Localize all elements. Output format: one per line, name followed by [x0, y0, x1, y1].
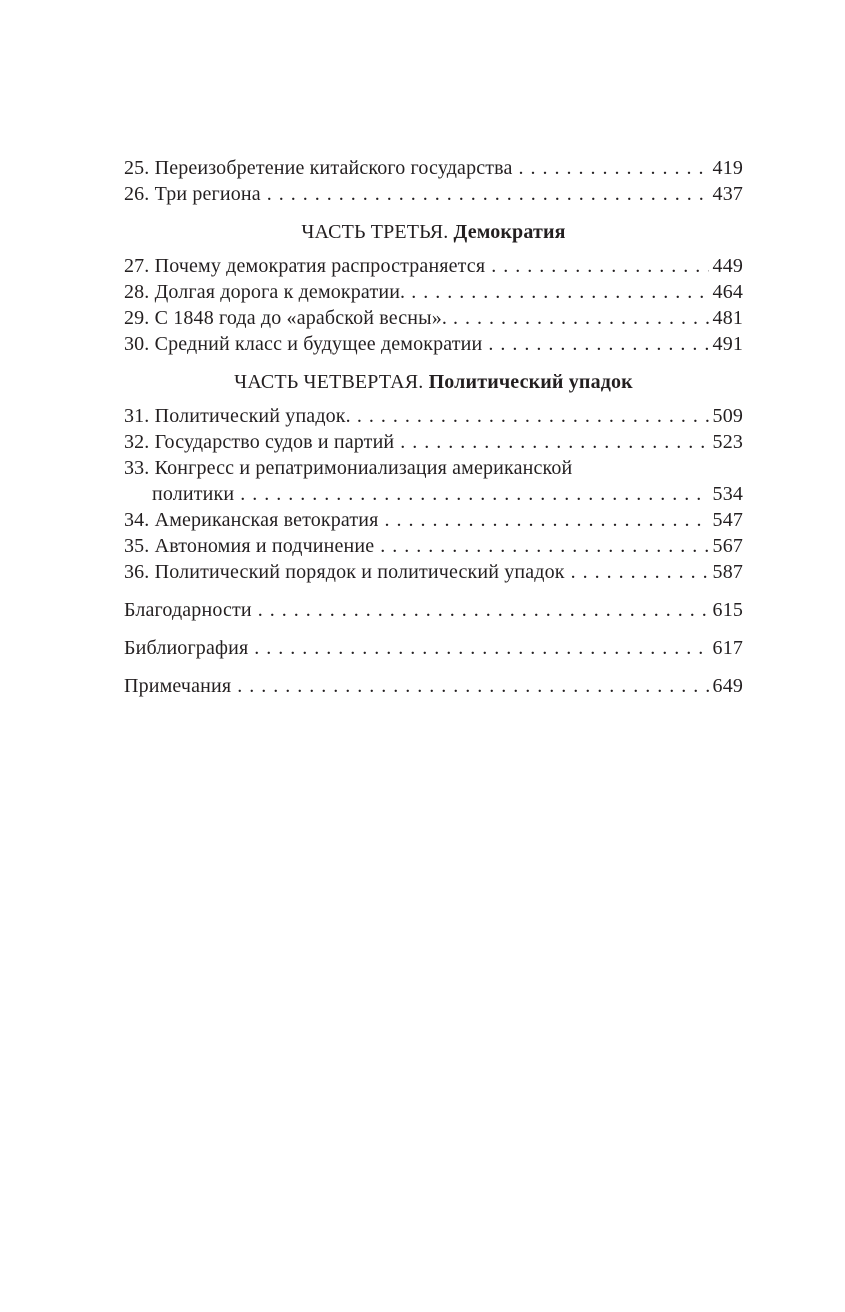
toc-page-number: 615 — [712, 599, 743, 621]
toc-entry-title: 27. Почему демократия распространяется — [124, 255, 486, 277]
dot-leader — [411, 279, 708, 305]
toc-page-number: 534 — [712, 483, 743, 505]
toc-entry-33[interactable] — [124, 455, 743, 507]
dot-leader — [519, 155, 709, 181]
dot-leader — [400, 429, 708, 455]
toc-entry-title: 34. Американская ветократия — [124, 509, 379, 531]
dot-leader — [254, 635, 708, 661]
dot-leader — [385, 507, 709, 533]
toc-page-number: 649 — [712, 675, 743, 697]
table-of-contents — [124, 155, 743, 699]
part-four-heading — [124, 369, 743, 395]
toc-entry-title: 33. Конгресс и репатримониализация американской — [124, 457, 573, 479]
part-name: Демократия — [453, 221, 566, 243]
toc-page-number: 509 — [712, 405, 743, 427]
toc-entry-title-continued: политики — [152, 483, 235, 505]
toc-entry-29[interactable] — [124, 305, 743, 331]
toc-entry-title: 31. Политический упадок. — [124, 405, 351, 427]
part-label: ЧАСТЬ ТРЕТЬЯ. — [301, 221, 449, 243]
dot-leader — [357, 403, 709, 429]
toc-entry-title: Примечания — [124, 675, 232, 697]
dot-leader — [267, 181, 709, 207]
toc-entry-32[interactable] — [124, 429, 743, 455]
dot-leader — [240, 481, 708, 507]
toc-entry-25[interactable] — [124, 155, 743, 181]
toc-entry-36[interactable] — [124, 559, 743, 585]
toc-entry-28[interactable] — [124, 279, 743, 305]
toc-entry-title: 28. Долгая дорога к демократии. — [124, 281, 406, 303]
toc-entry-title: 35. Автономия и подчинение — [124, 535, 375, 557]
part-label: ЧАСТЬ ЧЕТВЕРТАЯ. — [234, 371, 424, 393]
toc-entry-bibliography[interactable] — [124, 635, 743, 661]
toc-entry-title: 32. Государство судов и партий — [124, 431, 395, 453]
toc-page-number: 419 — [712, 157, 743, 179]
dot-leader — [491, 253, 708, 279]
toc-entry-title: 29. С 1848 года до «арабской весны». — [124, 307, 448, 329]
toc-entry-26[interactable] — [124, 181, 743, 207]
toc-page-number: 617 — [712, 637, 743, 659]
toc-entry-acknowledgements[interactable] — [124, 597, 743, 623]
dot-leader — [488, 331, 708, 357]
part-name: Политический упадок — [428, 371, 633, 393]
dot-leader — [453, 305, 709, 331]
toc-entry-title: Благодарности — [124, 599, 252, 621]
toc-entry-34[interactable] — [124, 507, 743, 533]
toc-entry-31[interactable] — [124, 403, 743, 429]
toc-page-number: 437 — [712, 183, 743, 205]
toc-entry-title: 26. Три региона — [124, 183, 261, 205]
toc-entry-30[interactable] — [124, 331, 743, 357]
dot-leader — [380, 533, 708, 559]
toc-entry-title: 25. Переизобретение китайского государства — [124, 157, 513, 179]
toc-entry-35[interactable] — [124, 533, 743, 559]
toc-page-number: 491 — [712, 333, 743, 355]
toc-page-number: 464 — [712, 281, 743, 303]
toc-entry-title: 30. Средний класс и будущее демократии — [124, 333, 483, 355]
toc-page-number: 567 — [712, 535, 743, 557]
toc-entry-title: Библиография — [124, 637, 249, 659]
dot-leader — [571, 559, 709, 585]
toc-entry-27[interactable] — [124, 253, 743, 279]
toc-entry-line — [124, 481, 743, 507]
toc-entry-notes[interactable] — [124, 673, 743, 699]
dot-leader — [258, 597, 709, 623]
toc-page-number: 449 — [712, 255, 743, 277]
toc-entry-line — [124, 455, 743, 481]
part-three-heading — [124, 219, 743, 245]
toc-entry-title: 36. Политический порядок и политический упадок — [124, 561, 565, 583]
toc-page-number: 523 — [712, 431, 743, 453]
toc-page-number: 481 — [712, 307, 743, 329]
dot-leader — [237, 673, 708, 699]
toc-page-number: 587 — [712, 561, 743, 583]
toc-page-number: 547 — [712, 509, 743, 531]
